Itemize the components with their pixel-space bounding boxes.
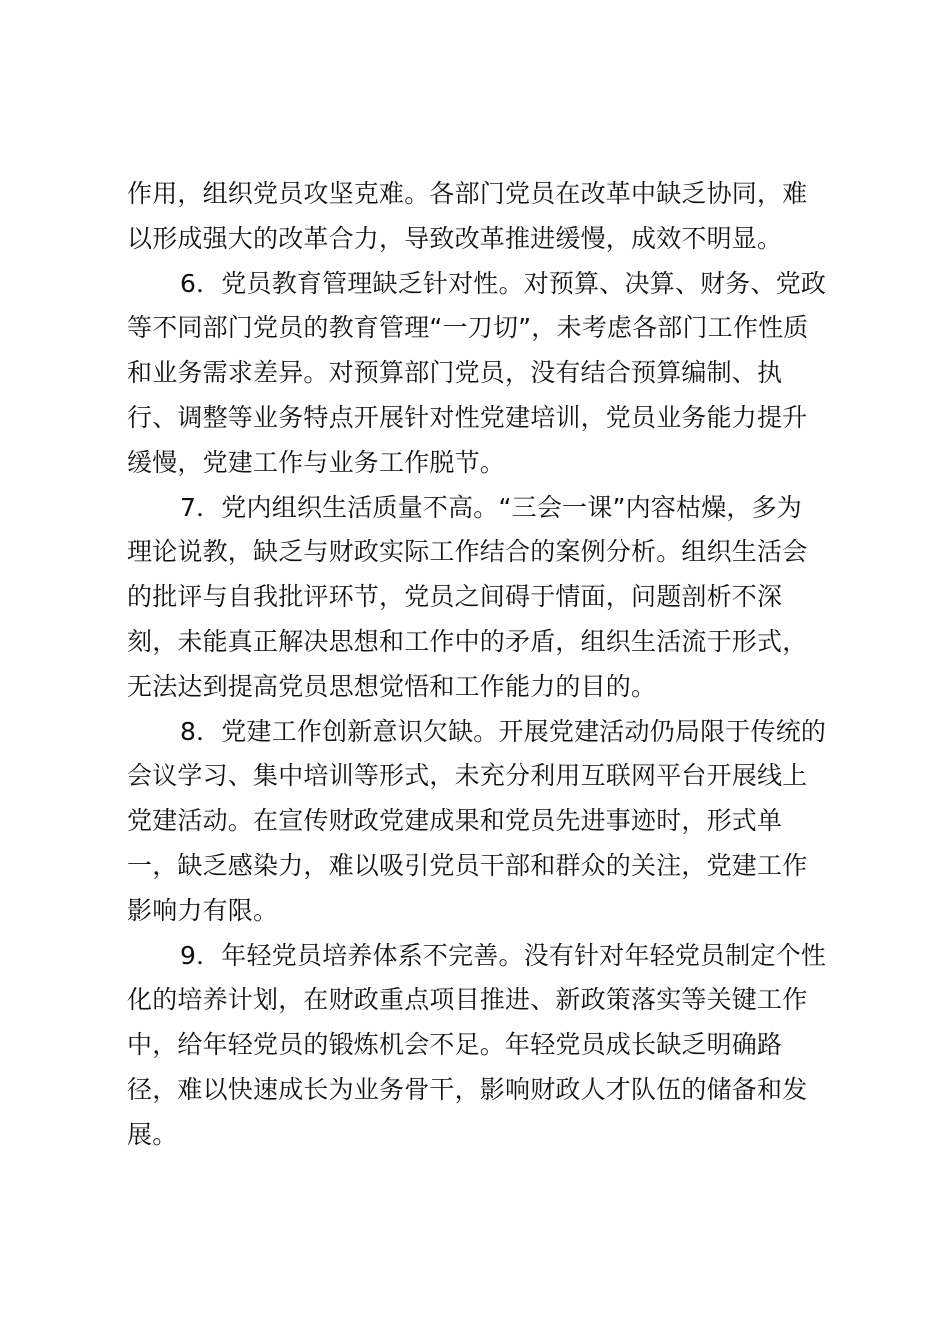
text-line: 党建活动。在宣传财政党建成果和党员先进事迹时，形式单 [127,806,783,836]
text-line: 化的培养计划，在财政重点项目推进、新政策落实等关键工作 [127,985,808,1015]
text-line: 9．年轻党员培养体系不完善。没有针对年轻党员制定个性 [180,940,827,970]
document-body [127,172,839,1158]
text-line: 理论说教，缺乏与财政实际工作结合的案例分析。组织生活会 [127,537,808,567]
paragraph-item-9 [127,934,839,1158]
text-line: 的批评与自我批评环节，党员之间碍于情面，问题剖析不深 [127,582,783,612]
text-line: 刻，未能真正解决思想和工作中的矛盾，组织生活流于形式， [127,626,808,656]
text-line: 等不同部门党员的教育管理“一刀切”，未考虑各部门工作性质 [127,313,809,343]
text-line: 7．党内组织生活质量不高。“三会一课”内容枯燥，多为 [180,492,803,522]
text-line: 8．党建工作创新意识欠缺。开展党建活动仍局限于传统的 [180,716,827,746]
text-line: 影响力有限。 [127,895,279,925]
paragraph-item-8 [127,710,839,934]
text-line: 行、调整等业务特点开展针对性党建培训，党员业务能力提升 [127,402,808,432]
text-line: 一，缺乏感染力，难以吸引党员干部和群众的关注，党建工作 [127,850,808,880]
paragraph-item-6 [127,262,839,486]
text-line: 缓慢，党建工作与业务工作脱节。 [127,447,506,477]
text-line: 6．党员教育管理缺乏针对性。对预算、决算、财务、党政 [180,268,827,298]
text-line: 中，给年轻党员的锻炼机会不足。年轻党员成长缺乏明确路 [127,1030,783,1060]
text-line: 和业务需求差异。对预算部门党员，没有结合预算编制、执 [127,358,783,388]
text-line: 展。 [127,1119,178,1149]
text-line: 作用，组织党员攻坚克难。各部门党员在改革中缺乏协同，难 [127,179,808,208]
paragraph-continuation [127,172,839,262]
text-line: 以形成强大的改革合力，导致改革推进缓慢，成效不明显。 [127,223,783,253]
text-line: 径，难以快速成长为业务骨干，影响财政人才队伍的储备和发 [127,1074,808,1104]
text-line: 会议学习、集中培训等形式，未充分利用互联网平台开展线上 [127,761,808,791]
paragraph-item-7 [127,486,839,710]
text-line: 无法达到提高党员思想觉悟和工作能力的目的。 [127,671,657,701]
